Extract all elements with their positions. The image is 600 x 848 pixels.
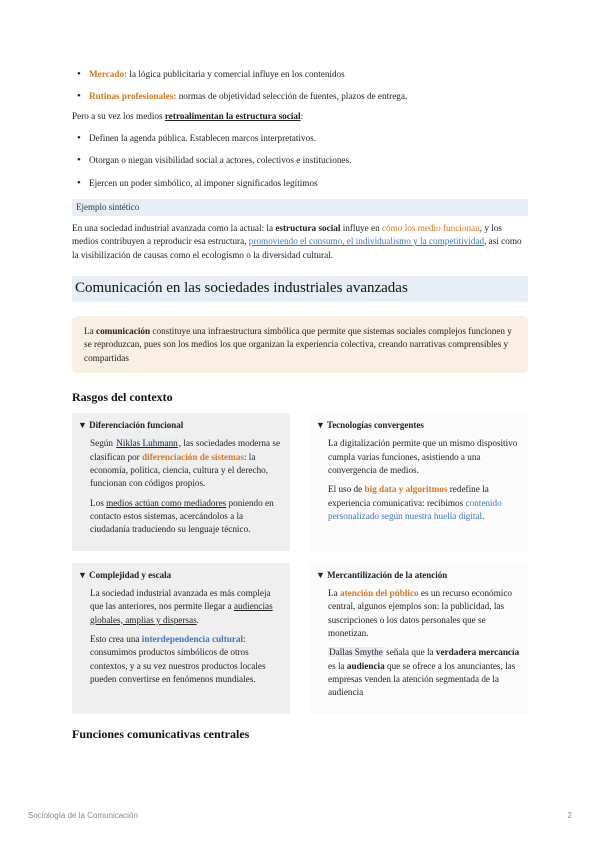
media-bullet-list xyxy=(72,132,528,190)
card-toggle[interactable]: ▼ Diferenciación funcional xyxy=(78,420,184,431)
footer-title: Sociología de la Comunicación xyxy=(28,811,138,820)
example-label: Ejemplo sintético xyxy=(72,199,528,216)
section-title: Comunicación en las sociedades industriales avanzadas xyxy=(72,276,528,302)
list-item: • Mercado: la lógica publicitaria y comercial influye en los contenidos xyxy=(72,68,528,81)
triangle-down-icon: ▼ xyxy=(316,420,325,431)
card-body: Según Niklas Luhmann, las sociedades moderna se clasifican por diferenciación de sistemas: la economía, política, ciencia, cultura y el derecho, funcionan con códigos propios. Los medios actúan como mediadores poniendo en contacto estos sistemas, acercándolos a la ciudadanía traduciendo su lenguaje técnico. xyxy=(90,438,281,535)
card-toggle[interactable]: ▼ Mercantilización de la atención xyxy=(316,569,448,580)
card-mercantilizacion[interactable] xyxy=(310,563,528,714)
context-title: Rasgos del contexto xyxy=(72,389,173,404)
intro-paragraph: Pero a su vez los medios retroalimentan la estructura social: xyxy=(72,110,304,121)
card-body: La atención del público es un recurso económico central, algunos ejemplos son: la publicidad, las suscripciones o los datos personales que se monetizan. Dallas Smythe señala que la verdadera mercancía es la audiencia que se ofrece a los anunciantes, las empresas venden la atención segmentada de la audiencia xyxy=(328,587,520,698)
card-toggle[interactable]: ▼ Complejidad y escala xyxy=(78,569,172,580)
list-item: • Rutinas profesionales: normas de objetividad selección de fuentes, plazos de entrega. xyxy=(72,90,528,103)
callout-box: La comunicación constituye una infraestructura simbólica que permite que sistemas sociales complejos funcionen y se reproduzcan, pues son los medios los que organizan la experiencia colectiva, creando narrativas comprensibles y compartidas xyxy=(72,316,528,373)
card-toggle[interactable]: ▼ Tecnologías convergentes xyxy=(316,420,424,431)
context-row-2 xyxy=(72,563,528,714)
card-body: La digitalización permite que un mismo dispositivo cumpla varias funciones, asistiendo a una convergencia de medios. El uso de big data y algoritmos redefine la experiencia comunicativa: recibimos contenido personalizado según nuestra huella digital. xyxy=(328,438,518,522)
card-complejidad[interactable] xyxy=(72,563,290,714)
triangle-down-icon: ▼ xyxy=(316,569,325,580)
context-row-1 xyxy=(72,413,528,550)
card-diferenciacion[interactable] xyxy=(72,413,290,550)
page-number: 2 xyxy=(567,811,572,820)
list-item: • Ejercen un poder simbólico, al imponer significados legítimos xyxy=(72,177,528,190)
page-content xyxy=(72,68,528,750)
functions-title: Funciones comunicativas centrales xyxy=(72,726,250,741)
top-bullet-list xyxy=(72,68,528,104)
card-tecnologias[interactable] xyxy=(310,413,528,550)
triangle-down-icon: ▼ xyxy=(78,420,87,431)
list-item: • Otorgan o niegan visibilidad social a actores, colectivos e instituciones. xyxy=(72,154,528,167)
example-paragraph: En una sociedad industrial avanzada como la actual: la estructura social influye en cómo los medio funcionan, y los medios contribuyen a reproducir esa estructura, promoviendo el consumo, el individualismo y la competitividad, así como la visibilización de causas como el ecologismo o la diversidad cultural. xyxy=(72,223,522,260)
list-item: • Definen la agenda pública. Establecen marcos interpretativos. xyxy=(72,132,528,145)
triangle-down-icon: ▼ xyxy=(78,569,87,580)
card-body: La sociedad industrial avanzada es más compleja que las anteriores, nos permite llegar a audiencias globales, amplias y dispersas. Esto crea una interdependencia cultural: consumimos productos simbólicos de otros contextos, y a su vez nuestros productos locales pueden convertirse en fenómenos mundiales. xyxy=(90,587,273,684)
example-link[interactable]: promoviendo el consumo, el individualismo y la competitividad xyxy=(248,236,485,247)
page-footer xyxy=(28,810,572,822)
